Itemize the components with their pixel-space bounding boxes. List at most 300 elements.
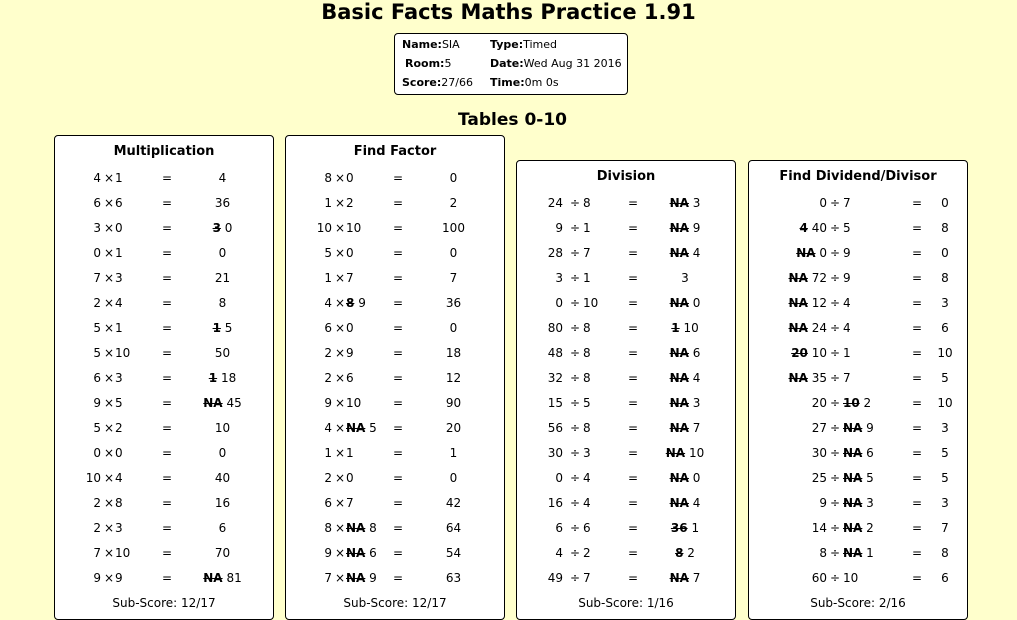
operator-cell xyxy=(829,344,841,362)
operator-value: × xyxy=(103,471,115,485)
operand-a-value: 6 xyxy=(555,521,563,535)
operand-b-cell xyxy=(346,494,378,512)
panel-multiplication xyxy=(54,135,274,620)
answer-value: 6 xyxy=(692,346,701,360)
date-field xyxy=(490,57,622,71)
operator-cell xyxy=(829,319,841,337)
panel-find-dividend-divisor xyxy=(748,160,968,620)
operator-value: × xyxy=(103,571,115,585)
problem-row xyxy=(286,294,504,312)
operand-a-value: 6 xyxy=(324,496,332,510)
operator-cell xyxy=(829,294,841,312)
operand-a-cell xyxy=(75,344,101,362)
operand-a-value: 2 xyxy=(324,471,332,485)
operand-b-cell xyxy=(583,469,615,487)
operand-b-cell xyxy=(115,419,147,437)
operand-b-cell xyxy=(346,369,378,387)
answer-value: 8 xyxy=(218,296,227,310)
equals-sign-value: = xyxy=(627,246,639,260)
equals-sign-cell xyxy=(909,194,925,212)
operator-cell xyxy=(829,269,841,287)
answer-cell xyxy=(933,319,957,337)
operand-a-cell xyxy=(527,319,563,337)
equals-sign-cell xyxy=(909,319,925,337)
equals-sign-value: = xyxy=(392,196,404,210)
equals-sign-cell xyxy=(625,194,641,212)
sub-score: Sub-Score: 12/17 xyxy=(343,596,447,610)
operand-a-value: 32 xyxy=(547,371,563,385)
problem-row xyxy=(55,169,273,187)
operator-value: ÷ xyxy=(569,321,581,335)
operator-cell xyxy=(103,244,115,262)
equals-sign-value: = xyxy=(161,396,173,410)
answer-cell xyxy=(933,569,957,587)
operator-value: ÷ xyxy=(569,296,581,310)
equals-sign-value: = xyxy=(392,571,404,585)
equals-sign-cell xyxy=(909,344,925,362)
operand-a-cell xyxy=(527,394,563,412)
operand-b-value: 4 xyxy=(843,321,851,335)
equals-sign-value: = xyxy=(161,321,173,335)
equals-sign-cell xyxy=(625,219,641,237)
operand-a-cell xyxy=(75,244,101,262)
equals-sign-value: = xyxy=(392,396,404,410)
operand-b-cell xyxy=(346,319,378,337)
operand-b-value: 3 xyxy=(115,521,123,535)
operand-b-value: 3 xyxy=(866,496,874,510)
operator-value: ÷ xyxy=(829,396,841,410)
problem-row xyxy=(55,369,273,387)
equals-sign-value: = xyxy=(161,246,173,260)
answer-value: 16 xyxy=(214,496,231,510)
answer-value: 81 xyxy=(226,571,242,585)
operand-a-cell xyxy=(527,569,563,587)
answer-cell xyxy=(933,469,957,487)
operand-a-value: 1 xyxy=(324,271,332,285)
operand-a-value: 24 xyxy=(547,196,563,210)
equals-sign-value: = xyxy=(161,496,173,510)
equals-sign-value: = xyxy=(627,446,639,460)
operand-a-cell xyxy=(306,269,332,287)
tables-heading: Tables 0-10 xyxy=(458,110,567,130)
operand-b-cell xyxy=(843,494,883,512)
answer-cell xyxy=(655,294,715,312)
operand-b-cell xyxy=(115,269,147,287)
operand-a-cell xyxy=(75,444,101,462)
operand-b-cell xyxy=(346,444,378,462)
operator-cell xyxy=(334,344,346,362)
operator-value: × xyxy=(103,421,115,435)
operand-b-value: 8 xyxy=(115,496,123,510)
answer-cell xyxy=(933,344,957,362)
operator-cell xyxy=(569,469,581,487)
problem-row xyxy=(286,569,504,587)
operator-cell xyxy=(829,494,841,512)
operand-b-value: 2 xyxy=(115,421,123,435)
answer-cell xyxy=(426,394,481,412)
equals-sign-value: = xyxy=(627,371,639,385)
operand-a-value: 5 xyxy=(93,421,101,435)
answer-cell xyxy=(933,244,957,262)
answer-value: 3 xyxy=(692,196,701,210)
answer-value: 8 xyxy=(941,271,949,285)
operand-a-cell xyxy=(75,544,101,562)
answer-cell xyxy=(426,369,481,387)
operator-cell xyxy=(569,294,581,312)
operator-cell xyxy=(569,569,581,587)
answer-cell xyxy=(933,369,957,387)
answer-cell xyxy=(655,244,715,262)
operand-a-value: 8 xyxy=(324,521,332,535)
answer-cell xyxy=(195,194,250,212)
operand-a-value: 35 xyxy=(811,371,827,385)
operator-value: × xyxy=(334,396,346,410)
operand-a-value: 7 xyxy=(93,546,101,560)
operand-b-cell xyxy=(583,519,615,537)
operand-b-cell xyxy=(583,319,615,337)
operator-value: × xyxy=(334,221,346,235)
equals-sign-cell xyxy=(390,194,406,212)
operator-cell xyxy=(829,569,841,587)
operand-a-value: 9 xyxy=(555,221,563,235)
app-title: Basic Facts Maths Practice 1.91 xyxy=(321,0,696,24)
operand-b-wrong-answer: NA xyxy=(843,521,863,535)
equals-sign-cell xyxy=(909,269,925,287)
operand-b-cell xyxy=(115,319,147,337)
equals-sign-value: = xyxy=(627,471,639,485)
operand-a-cell xyxy=(763,494,827,512)
operand-a-value: 8 xyxy=(819,546,827,560)
problem-row xyxy=(55,194,273,212)
operator-value: × xyxy=(334,246,346,260)
problem-row xyxy=(749,569,967,587)
operand-b-cell xyxy=(115,194,147,212)
operand-b-wrong-answer: NA xyxy=(346,521,366,535)
operand-a-cell xyxy=(75,394,101,412)
operator-value: × xyxy=(334,171,346,185)
operand-b-value: 1 xyxy=(583,271,591,285)
operand-b-cell xyxy=(346,419,378,437)
answer-value: 0 xyxy=(449,171,458,185)
operand-a-cell xyxy=(763,519,827,537)
operand-b-value: 7 xyxy=(843,196,851,210)
problem-row xyxy=(749,369,967,387)
operand-a-cell xyxy=(763,344,827,362)
operand-a-wrong-answer: NA xyxy=(788,296,808,310)
equals-sign-value: = xyxy=(392,446,404,460)
operand-b-cell xyxy=(346,169,378,187)
equals-sign-cell xyxy=(390,494,406,512)
equals-sign-cell xyxy=(390,394,406,412)
operator-value: × xyxy=(103,396,115,410)
problem-row xyxy=(749,469,967,487)
operand-a-value: 8 xyxy=(324,171,332,185)
operand-a-cell xyxy=(75,494,101,512)
operator-cell xyxy=(103,219,115,237)
operand-b-cell xyxy=(346,569,378,587)
answer-value: 1 xyxy=(691,521,700,535)
answer-cell xyxy=(655,219,715,237)
operator-cell xyxy=(334,369,346,387)
operand-b-cell xyxy=(843,394,883,412)
problem-row xyxy=(55,319,273,337)
equals-sign-cell xyxy=(390,169,406,187)
operand-b-value: 7 xyxy=(346,496,354,510)
operand-b-cell xyxy=(346,394,378,412)
answer-cell xyxy=(195,244,250,262)
operand-b-cell xyxy=(346,544,378,562)
operator-value: × xyxy=(334,271,346,285)
operand-a-cell xyxy=(527,419,563,437)
panel-title: Find Factor xyxy=(353,144,437,159)
operator-value: × xyxy=(334,446,346,460)
operand-b-value: 1 xyxy=(115,171,123,185)
operand-b-cell xyxy=(843,569,883,587)
problem-row xyxy=(55,519,273,537)
answer-cell xyxy=(195,319,250,337)
answer-cell xyxy=(195,469,250,487)
equals-sign-cell xyxy=(159,419,175,437)
operator-value: ÷ xyxy=(829,421,841,435)
operand-a-cell xyxy=(75,319,101,337)
operator-cell xyxy=(103,469,115,487)
equals-sign-value: = xyxy=(392,421,404,435)
answer-cell xyxy=(195,569,250,587)
problem-row xyxy=(517,569,735,587)
answer-value: 18 xyxy=(220,371,237,385)
equals-sign-value: = xyxy=(627,421,639,435)
operator-value: ÷ xyxy=(569,546,581,560)
operand-a-value: 6 xyxy=(324,321,332,335)
time-value: 0m 0s xyxy=(524,76,559,89)
operator-value: ÷ xyxy=(829,246,841,260)
operand-a-value: 16 xyxy=(547,496,563,510)
answer-cell xyxy=(426,269,481,287)
answer-value: 70 xyxy=(214,546,231,560)
problem-row xyxy=(749,269,967,287)
operator-value: × xyxy=(334,371,346,385)
operand-a-cell xyxy=(306,494,332,512)
problem-row xyxy=(286,244,504,262)
operator-cell xyxy=(569,494,581,512)
operator-cell xyxy=(829,419,841,437)
answer-cell xyxy=(426,494,481,512)
operator-cell xyxy=(103,169,115,187)
operand-b-wrong-answer: NA xyxy=(346,421,366,435)
operand-b-value: 4 xyxy=(115,296,123,310)
operand-a-value: 48 xyxy=(547,346,563,360)
answer-cell xyxy=(933,294,957,312)
operand-a-value: 30 xyxy=(811,446,827,460)
operand-b-cell xyxy=(115,444,147,462)
operand-b-wrong-answer: NA xyxy=(843,421,863,435)
answer-wrong-answer: NA xyxy=(203,396,223,410)
operator-value: ÷ xyxy=(829,496,841,510)
operator-cell xyxy=(829,469,841,487)
answer-cell xyxy=(933,269,957,287)
answer-wrong-answer: NA xyxy=(669,371,689,385)
operand-b-wrong-answer: NA xyxy=(843,446,863,460)
operator-cell xyxy=(334,169,346,187)
equals-sign-value: = xyxy=(911,371,923,385)
operand-b-cell xyxy=(115,169,147,187)
operand-b-cell xyxy=(843,344,883,362)
problem-row xyxy=(286,394,504,412)
operand-a-cell xyxy=(763,194,827,212)
operand-b-wrong-answer: NA xyxy=(843,471,863,485)
operand-b-value: 5 xyxy=(583,396,591,410)
operand-b-cell xyxy=(346,294,378,312)
answer-value: 0 xyxy=(224,221,233,235)
answer-cell xyxy=(655,419,715,437)
equals-sign-cell xyxy=(390,519,406,537)
equals-sign-value: = xyxy=(161,296,173,310)
answer-cell xyxy=(426,294,481,312)
operand-b-value: 6 xyxy=(115,196,123,210)
operand-a-value: 24 xyxy=(811,321,827,335)
answer-cell xyxy=(426,169,481,187)
answer-wrong-answer: 1 xyxy=(208,371,218,385)
answer-wrong-answer: 1 xyxy=(671,321,680,335)
equals-sign-cell xyxy=(159,319,175,337)
operator-cell xyxy=(334,319,346,337)
equals-sign-cell xyxy=(625,369,641,387)
operator-value: ÷ xyxy=(829,346,841,360)
equals-sign-value: = xyxy=(392,246,404,260)
operand-a-cell xyxy=(306,194,332,212)
panel-division xyxy=(516,160,736,620)
answer-cell xyxy=(426,244,481,262)
operand-b-wrong-answer: 10 xyxy=(843,396,860,410)
operand-a-cell xyxy=(306,569,332,587)
operand-b-value: 0 xyxy=(346,321,354,335)
operand-a-cell xyxy=(763,319,827,337)
operand-b-wrong-answer: NA xyxy=(843,546,863,560)
operand-b-value: 9 xyxy=(358,296,366,310)
operator-cell xyxy=(569,319,581,337)
equals-sign-value: = xyxy=(911,571,923,585)
operand-b-cell xyxy=(583,394,615,412)
operator-value: ÷ xyxy=(569,221,581,235)
operand-b-value: 8 xyxy=(583,196,591,210)
answer-value: 0 xyxy=(692,471,701,485)
operand-b-value: 10 xyxy=(346,221,362,235)
operand-b-value: 7 xyxy=(346,271,354,285)
answer-cell xyxy=(195,519,250,537)
equals-sign-value: = xyxy=(392,546,404,560)
operand-a-value: 28 xyxy=(547,246,563,260)
answer-value: 90 xyxy=(445,396,462,410)
operand-a-cell xyxy=(75,169,101,187)
operator-cell xyxy=(569,519,581,537)
operand-a-cell xyxy=(75,219,101,237)
operand-b-value: 3 xyxy=(115,271,123,285)
operator-value: × xyxy=(103,271,115,285)
operator-value: × xyxy=(334,546,346,560)
room-field xyxy=(405,57,451,71)
equals-sign-cell xyxy=(625,569,641,587)
equals-sign-cell xyxy=(159,269,175,287)
problem-row xyxy=(749,394,967,412)
problem-row xyxy=(517,544,735,562)
operand-b-cell xyxy=(583,544,615,562)
type-value: Timed xyxy=(523,38,558,51)
answer-wrong-answer: NA xyxy=(665,446,686,460)
problem-row xyxy=(286,369,504,387)
answer-value: 36 xyxy=(214,196,231,210)
operator-value: ÷ xyxy=(569,396,581,410)
answer-value: 0 xyxy=(449,321,458,335)
operand-b-value: 7 xyxy=(843,371,851,385)
answer-value: 40 xyxy=(214,471,231,485)
operator-cell xyxy=(103,444,115,462)
operand-b-cell xyxy=(346,244,378,262)
operand-b-cell xyxy=(346,219,378,237)
equals-sign-cell xyxy=(159,294,175,312)
operand-b-value: 5 xyxy=(866,471,874,485)
operator-value: ÷ xyxy=(829,196,841,210)
type-label: Type: xyxy=(490,38,524,51)
operator-cell xyxy=(569,394,581,412)
operand-b-value: 10 xyxy=(583,296,599,310)
answer-cell xyxy=(655,319,715,337)
answer-wrong-answer: NA xyxy=(669,396,689,410)
equals-sign-value: = xyxy=(911,221,923,235)
operand-a-value: 1 xyxy=(324,196,332,210)
operand-a-value: 4 xyxy=(555,546,563,560)
operand-b-value: 8 xyxy=(583,346,591,360)
operand-a-value: 1 xyxy=(324,446,332,460)
operand-b-value: 8 xyxy=(583,371,591,385)
operand-a-value: 2 xyxy=(93,296,101,310)
problem-row xyxy=(517,319,735,337)
equals-sign-value: = xyxy=(627,546,639,560)
problem-row xyxy=(286,444,504,462)
operand-a-cell xyxy=(75,469,101,487)
equals-sign-value: = xyxy=(161,446,173,460)
operand-b-value: 0 xyxy=(346,471,354,485)
operator-value: ÷ xyxy=(829,321,841,335)
equals-sign-value: = xyxy=(911,196,923,210)
operand-a-cell xyxy=(75,419,101,437)
operand-b-wrong-answer: 8 xyxy=(346,296,355,310)
operator-value: ÷ xyxy=(829,296,841,310)
operator-value: ÷ xyxy=(569,446,581,460)
answer-value: 4 xyxy=(692,371,701,385)
answer-cell xyxy=(933,219,957,237)
equals-sign-value: = xyxy=(627,196,639,210)
equals-sign-cell xyxy=(909,569,925,587)
answer-value: 0 xyxy=(941,246,949,260)
operand-a-value: 60 xyxy=(811,571,827,585)
operator-value: ÷ xyxy=(829,446,841,460)
answer-cell xyxy=(426,319,481,337)
problem-row xyxy=(517,194,735,212)
operand-a-value: 0 xyxy=(93,446,101,460)
equals-sign-cell xyxy=(625,519,641,537)
problem-row xyxy=(286,494,504,512)
operand-a-cell xyxy=(763,544,827,562)
panel-title: Division xyxy=(596,169,656,184)
operator-cell xyxy=(103,269,115,287)
date-label: Date: xyxy=(490,57,524,70)
problem-row xyxy=(749,444,967,462)
answer-value: 3 xyxy=(941,296,949,310)
equals-sign-cell xyxy=(390,219,406,237)
operand-b-value: 10 xyxy=(346,396,362,410)
problem-row xyxy=(55,469,273,487)
equals-sign-value: = xyxy=(627,296,639,310)
